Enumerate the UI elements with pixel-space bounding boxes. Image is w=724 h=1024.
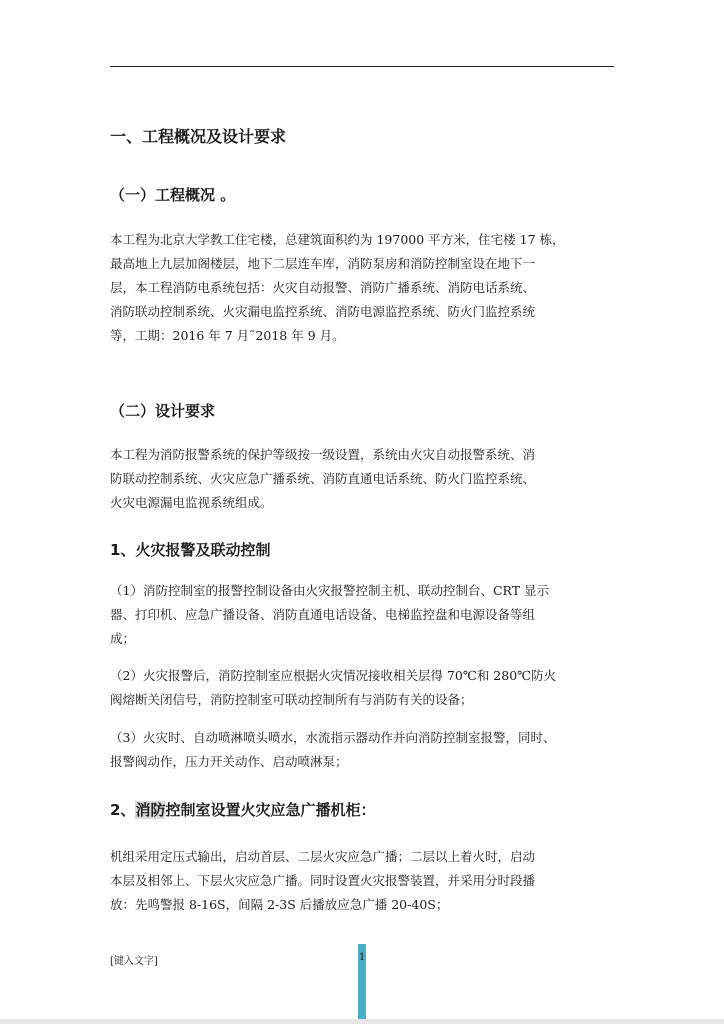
- text-line: 火灾电源漏电监视系统组成。: [110, 495, 273, 510]
- text-line: 报警阀动作，压力开关动作、启动喷淋泵；: [110, 754, 348, 769]
- text-line: 等，工期：2016 年 7 月˜2018 年 9 月。: [110, 328, 345, 343]
- title-rest: 控制室设置火灾应急广播机柜：: [165, 801, 376, 819]
- header-rule: [110, 66, 614, 67]
- text-line: 防联动控制系统、火灾应急广播系统、消防直通电话系统、防火门监控系统、: [110, 471, 536, 486]
- text-line: 层，本工程消防电系统包括：火灾自动报警、消防广播系统、消防电话系统、: [110, 280, 536, 295]
- fire-alarm-item-2: [110, 664, 624, 712]
- broadcast-paragraph: [110, 845, 624, 917]
- text-line: 成；: [110, 631, 136, 646]
- text-line: 本工程为消防报警系统的保护等级按一级设置，系统由火灾自动报警系统、消: [110, 447, 536, 462]
- text-line: 放：先鸣警报 8-16S，间隔 2-3S 后播放应急广播 20-40S；: [110, 897, 449, 912]
- design-requirements-paragraph: [110, 443, 624, 515]
- text-line: （3）火灾时、自动喷淋喷头喷水，水流指示器动作并向消防控制室报警，同时、: [110, 730, 556, 745]
- fire-alarm-item-3: [110, 726, 624, 774]
- text-line: 本层及相邻上、下层火灾应急广播。同时设置火灾报警装置，并采用分时段播: [110, 873, 536, 888]
- text-line: （2）火灾报警后，消防控制室应根据火灾情况接收相关层得 70℃和 280℃防火: [110, 668, 557, 683]
- text-line: 消防联动控制系统、火灾漏电监控系统、消防电源监控系统、防火门监控系统: [110, 304, 536, 319]
- text-line: 器、打印机、应急广播设备、消防直通电话设备、电梯监控盘和电源设备等组: [110, 607, 536, 622]
- section-title-design-requirements: （二）设计要求: [110, 402, 216, 420]
- text-line: 本工程为北京大学教工住宅楼，总建筑面积约为 197000 平方米，住宅楼 17 栋，: [110, 232, 565, 247]
- heading-project-overview: 一、工程概况及设计要求: [110, 127, 287, 146]
- subsection-title-fire-alarm: 1、火灾报警及联动控制: [110, 541, 271, 559]
- title-prefix: 2、: [110, 801, 136, 819]
- fire-alarm-item-1: [110, 579, 624, 651]
- page-bottom-edge: [0, 1019, 724, 1024]
- section-title-overview: （一）工程概况 。: [110, 186, 236, 204]
- highlighted-text: 消防: [135, 801, 166, 819]
- overview-paragraph: [110, 228, 624, 348]
- text-line: （1）消防控制室的报警控制设备由火灾报警控制主机、联动控制台、CRT 显示: [110, 583, 550, 598]
- text-line: 机组采用定压式输出，启动首层、二层火灾应急广播；二层以上着火时，启动: [110, 849, 536, 864]
- footer-placeholder-text[interactable]: [键入文字]: [110, 956, 158, 967]
- subsection-title-broadcast-cabinet: [110, 799, 375, 820]
- text-line: 阀熔断关闭信号，消防控制室可联动控制所有与消防有关的设备；: [110, 692, 473, 707]
- text-line: 最高地上九层加阁楼层，地下二层连车库，消防泵房和消防控制室设在地下一: [110, 256, 536, 271]
- page-number: 1: [358, 952, 366, 963]
